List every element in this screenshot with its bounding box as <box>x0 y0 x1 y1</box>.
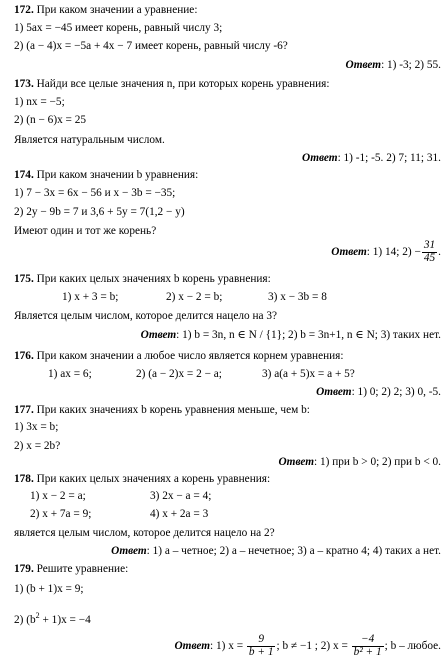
problem-177-item-2: 2) x = 2b? <box>14 440 61 452</box>
problem-176-item-3: 3) a(a + 5)x = a + 5? <box>262 368 355 380</box>
answer-text: : 1) а – четное; 2) а – нечетное; 3) а – кратно 4; 4) таких а нет. <box>146 545 441 557</box>
problem-text: Найди все целые значения n, при которых корень уравнения: <box>36 78 330 90</box>
problem-174-title <box>14 169 447 182</box>
answer-text: : 1) 0; 2) 2; 3) 0, -5. <box>351 386 441 398</box>
fraction-denominator: b² + 1 <box>353 645 382 658</box>
problem-176-title <box>14 350 447 363</box>
problem-174-item-2: 2) 2y − 9b = 7 и 3,6 + 5y = 7(1,2 − y) <box>14 206 185 218</box>
problem-179-title <box>14 563 447 576</box>
problem-177-answer <box>279 456 442 469</box>
problem-174-question: Имеют один и тот же корень? <box>14 225 157 237</box>
answer-fraction <box>422 240 437 265</box>
problem-178-item-4: 4) x + 2a = 3 <box>150 508 209 520</box>
problem-172-answer <box>346 59 441 72</box>
problem-text: При каких целых значениях b корень уравнения: <box>36 273 271 285</box>
answer-fraction-1 <box>247 634 276 659</box>
problem-175-item-2: 2) x − 2 = b; <box>166 291 223 303</box>
problem-number: 179. <box>14 563 34 575</box>
problem-number: 174. <box>14 169 34 181</box>
equation-part: 2) (b <box>14 613 36 626</box>
answer-label: Ответ <box>111 545 147 557</box>
problem-179-item-2 <box>14 611 447 627</box>
fraction-denominator: 45 <box>423 251 436 264</box>
problem-text: При каких целых значениях a корень уравнения: <box>36 473 271 485</box>
problem-text: При каких значениях b корень уравнения меньше, чем b: <box>36 404 310 416</box>
problem-173-item-2: 2) (n − 6)x = 25 <box>14 114 87 126</box>
problem-text: При каком значении a уравнение: <box>36 4 198 16</box>
problem-text: При каком значении a любое число является корнем уравнения: <box>36 350 344 362</box>
answer-text: : 1) -1; -5. 2) 7; 11; 31. <box>337 152 441 164</box>
answer-label: Ответ <box>174 639 211 652</box>
answer-text: ; b – любое. <box>384 639 441 652</box>
problem-172-item-2: 2) (a − 4)x = −5a + 4x − 7 имеет корень, равный числу -6? <box>14 40 288 52</box>
answer-label: Ответ <box>331 245 367 258</box>
problem-173-answer <box>302 152 441 165</box>
exponent: 2 <box>35 611 40 620</box>
answer-text: : 1) при b > 0; 2) при b < 0. <box>314 456 441 468</box>
answer-text: ; b ≠ −1 ; 2) x = <box>276 639 348 652</box>
problem-173-title <box>14 78 447 91</box>
problem-173-item-1: 1) nx = −5; <box>14 96 65 108</box>
answer-text: : 1) x = <box>210 639 244 652</box>
answer-text: : 1) -3; 2) 55. <box>381 59 441 71</box>
fraction-numerator: 31 <box>423 239 436 251</box>
answer-text: : 1) b = 3n, n ∈ N / {1}; 2) b = 3n+1, n ∈ N; 3) таких нет. <box>176 329 441 341</box>
problem-number: 178. <box>14 473 34 485</box>
problem-text: При каком значении b уравнения: <box>36 169 199 181</box>
equation-part: + 1)x = −4 <box>39 613 91 626</box>
problem-177-title <box>14 404 447 417</box>
problem-173-condition: Является натуральным числом. <box>14 134 165 146</box>
problem-number: 173. <box>14 78 34 90</box>
problem-number: 177. <box>14 404 34 416</box>
answer-label: Ответ <box>345 59 382 71</box>
fraction-numerator: 9 <box>247 634 276 647</box>
problem-175-item-1: 1) x + 3 = b; <box>62 291 119 303</box>
problem-178-item-1: 1) x − 2 = a; <box>30 490 86 502</box>
fraction-numerator: −4 <box>352 634 384 647</box>
problem-172-item-1: 1) 5ax = −45 имеет корень, равный числу 3; <box>14 22 223 34</box>
problem-number: 172. <box>14 4 34 16</box>
problem-176-item-2: 2) (a − 2)x = 2 − a; <box>136 368 222 380</box>
problem-174-answer <box>331 240 441 265</box>
problem-175-answer <box>141 329 441 342</box>
answer-label: Ответ <box>302 152 338 164</box>
problem-179-item-1: 1) (b + 1)x = 9; <box>14 583 84 595</box>
problem-number: 175. <box>14 273 34 285</box>
problem-175-title <box>14 273 447 286</box>
problem-179-answer <box>175 634 441 659</box>
problem-176-item-1: 1) ax = 6; <box>48 368 92 380</box>
answer-label: Ответ <box>278 456 315 468</box>
problem-text: Решите уравнение: <box>36 563 129 575</box>
problem-176-answer <box>316 386 441 399</box>
answer-label: Ответ <box>140 329 177 341</box>
problem-number: 176. <box>14 350 34 362</box>
problem-178-answer <box>111 545 441 558</box>
problem-175-item-3: 3) x − 3b = 8 <box>268 291 327 303</box>
answer-label: Ответ <box>316 386 352 398</box>
problem-178-item-2: 2) x + 7a = 9; <box>30 508 92 520</box>
answer-text: : 1) 14; 2) − <box>366 245 421 258</box>
problem-178-item-3: 3) 2x − a = 4; <box>150 490 212 502</box>
answer-fraction-2 <box>352 634 384 659</box>
fraction-denominator: b + 1 <box>248 645 274 658</box>
problem-172-title <box>14 4 447 17</box>
problem-175-condition: Является целым числом, которое делится нацело на 3? <box>14 310 277 322</box>
problem-178-condition: является целым числом, которое делится нацело на 2? <box>14 527 275 539</box>
answer-end: . <box>438 245 441 258</box>
problem-177-item-1: 1) 3x = b; <box>14 421 59 433</box>
problem-174-item-1: 1) 7 − 3x = 6x − 56 и x − 3b = −35; <box>14 187 176 199</box>
problem-178-title <box>14 473 447 486</box>
